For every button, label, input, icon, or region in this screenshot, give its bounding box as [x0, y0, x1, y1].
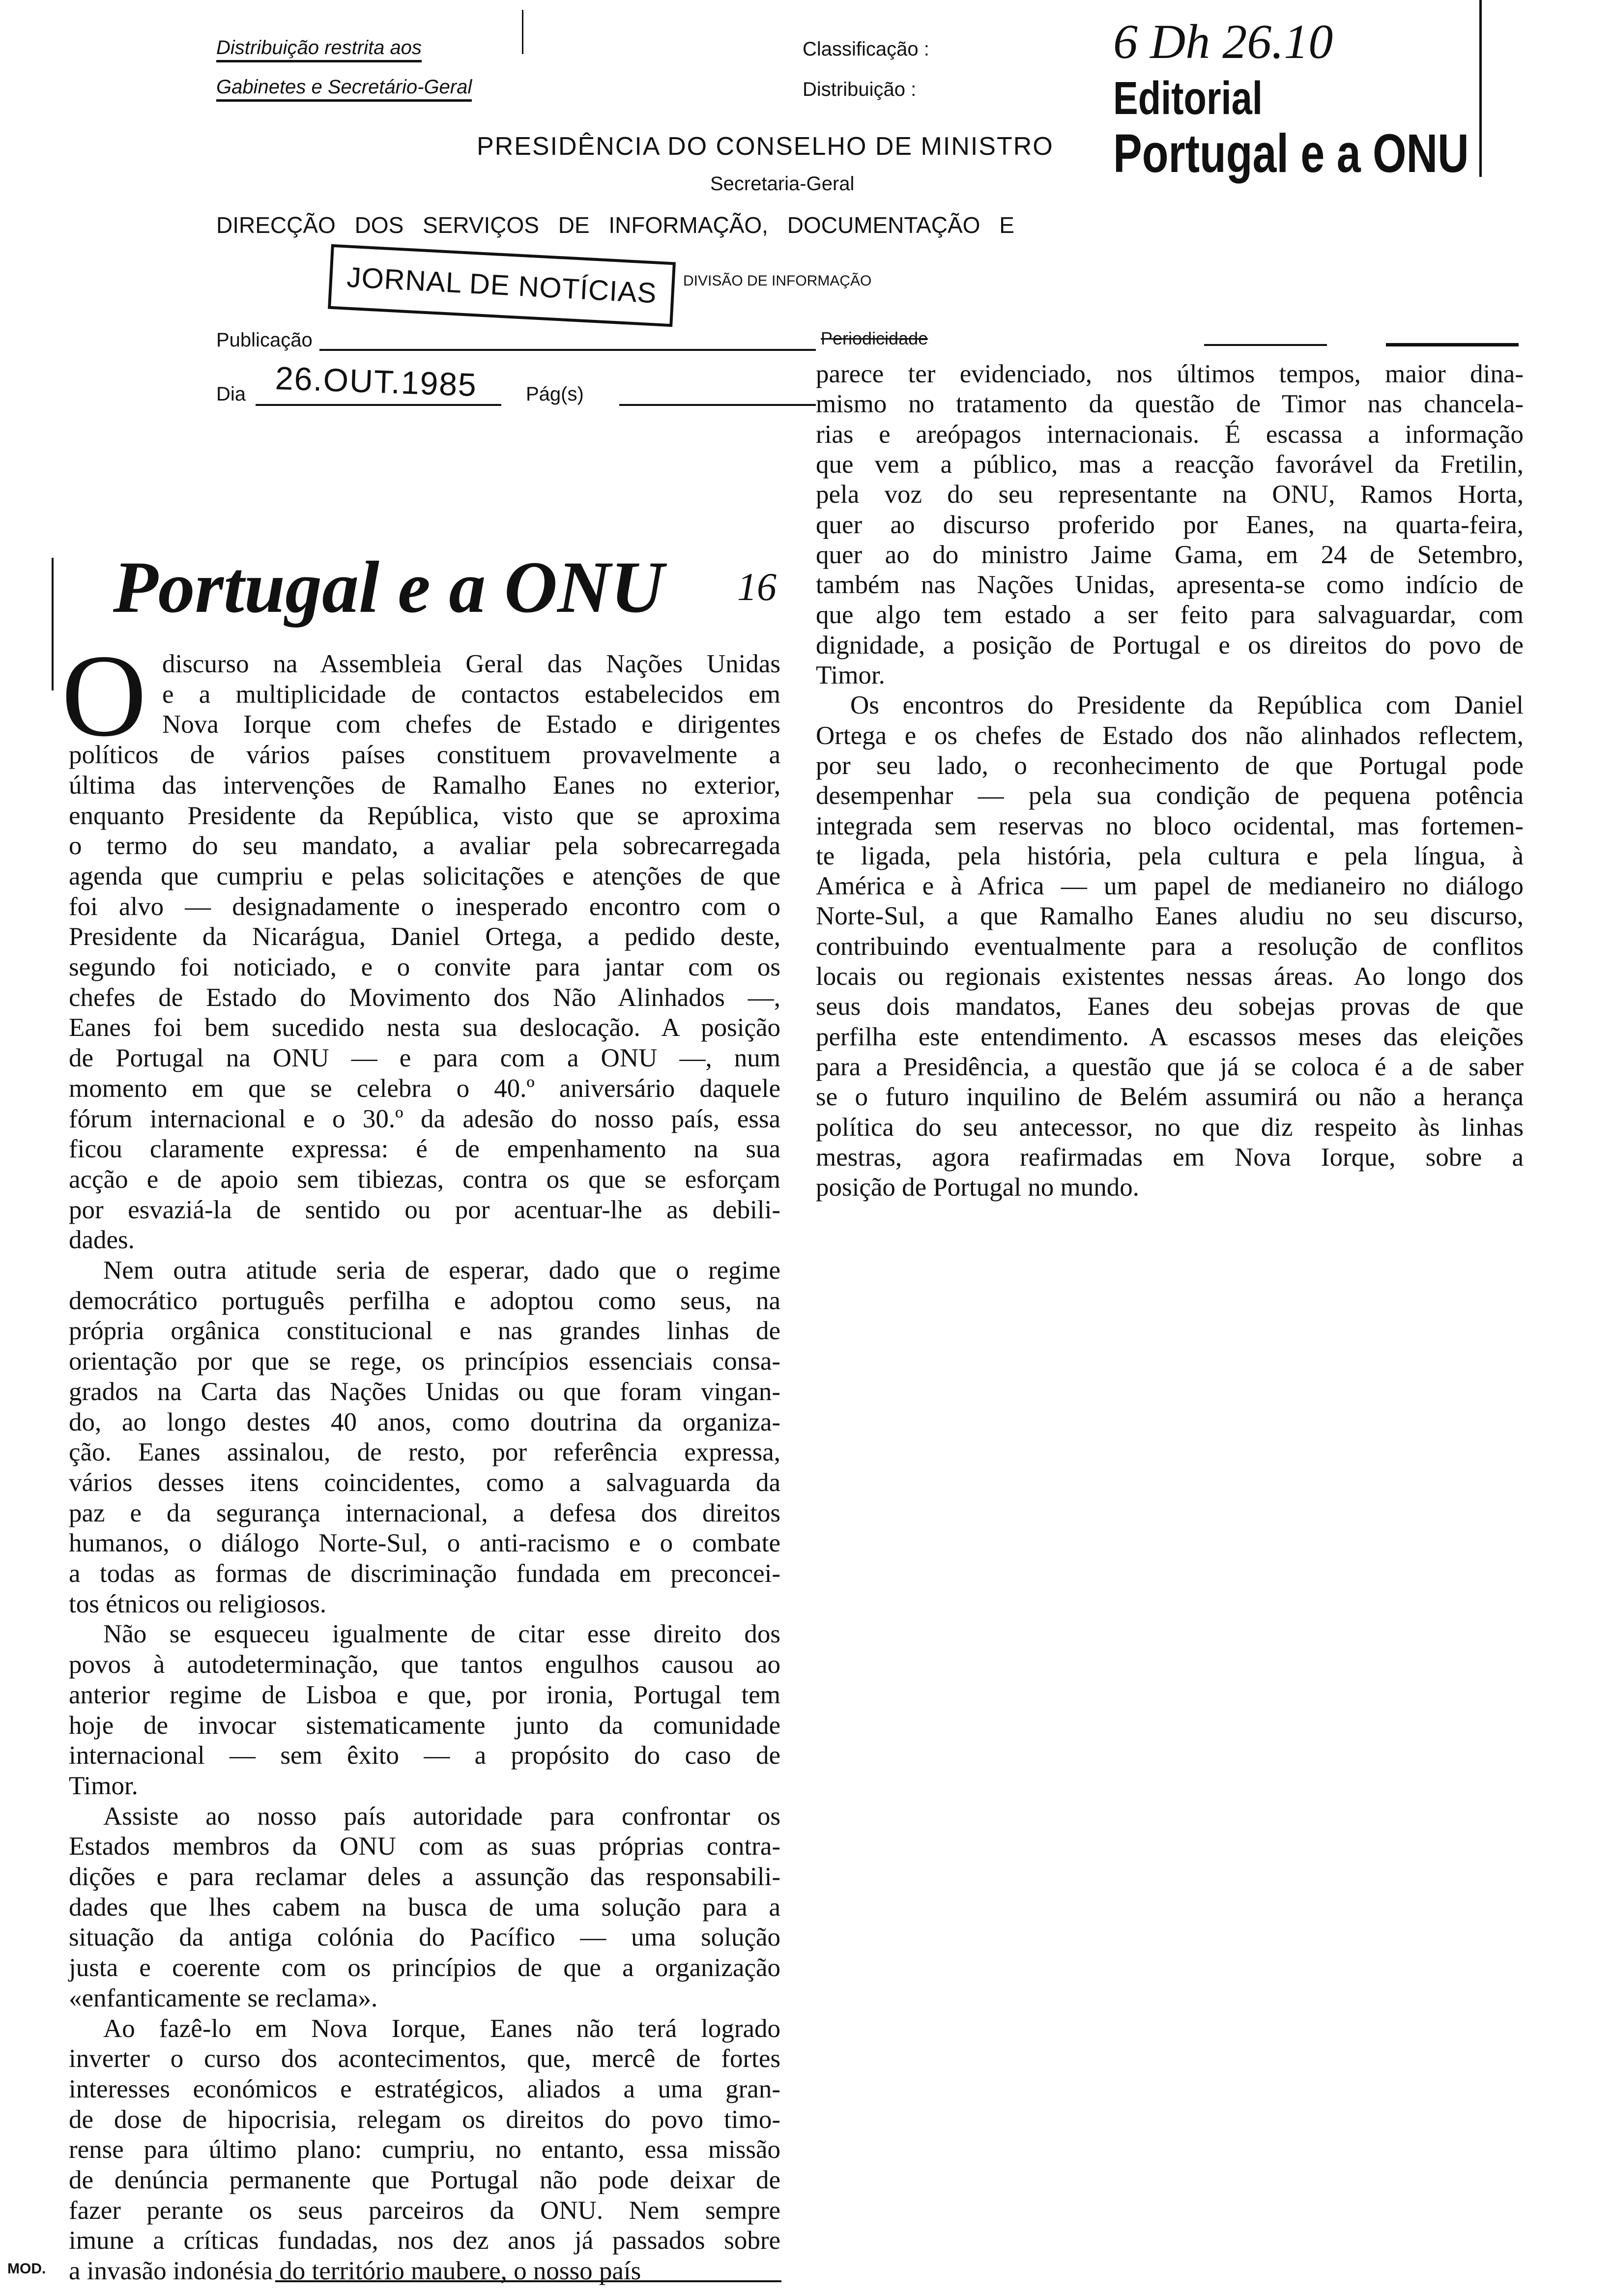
article-line: posição de Portugal no mundo. [816, 1173, 1139, 1202]
article-line: interesses económicos e estratégicos, aliados a uma gran- [69, 2074, 780, 2103]
article-line: pela voz do seu representante na ONU, Ramos Horta, [816, 480, 1524, 509]
article-line: e a multiplicidade de contactos estabelecidos em [162, 680, 780, 709]
article-line: democrático português perfilha e adoptou como seus, na [69, 1286, 780, 1315]
article-line: Nova Iorque com chefes de Estado e dirigentes [162, 710, 780, 739]
article-line: dades que lhes cabem na busca de uma solução para a [69, 1893, 780, 1922]
article-line: América e à Africa — um papel de medianeiro no diálogo [816, 872, 1524, 901]
article-line: própria orgânica constitucional e nas grandes linhas de [69, 1317, 780, 1346]
article-line: do, ao longo destes 40 anos, como doutrina da organiza- [69, 1407, 780, 1436]
division-heading: DIVISÃO DE INFORMAÇÃO [683, 273, 872, 289]
periodicity-field-line [1204, 344, 1327, 346]
article-line: política do seu antecessor, no que diz respeito às linhas [816, 1113, 1524, 1142]
tag-border-line [1479, 0, 1482, 177]
article-line: dignidade, a posição de Portugal e os direitos do povo de [816, 631, 1524, 660]
pages-label: Pág(s) [526, 383, 584, 405]
article-line: integrada sem reservas no bloco ocidental, mas fortemen- [816, 811, 1524, 840]
distribution-label: Distribuição : [803, 79, 917, 100]
pages-field-line [619, 404, 816, 406]
article-line: Estados membros da ONU com as suas próprias contra- [69, 1832, 780, 1861]
periodicity-label: Periodicidade [821, 328, 928, 348]
article-line: políticos de vários países constituem provavelmente a [69, 741, 780, 770]
footer-rule [275, 2280, 781, 2282]
article-line: locais ou regionais existentes nessas áreas. Ao longo dos [816, 962, 1524, 991]
article-line: também nas Nações Unidas, apresenta-se como indício de [816, 571, 1524, 600]
article-line: fazer perante os seus parceiros da ONU. Nem sempre [69, 2196, 780, 2225]
handwritten-note: 6 Dh 26.10 [1113, 14, 1333, 69]
article-line: rense para último plano: cumpriu, no entanto, essa missão [69, 2135, 780, 2164]
article-line: fórum internacional e o 30.º da adesão do nosso país, essa [69, 1104, 780, 1133]
article-line: momento em que se celebra o 40.º aniversário daquele [69, 1074, 780, 1103]
article-line: chefes de Estado do Movimento dos Não Alinhados —, [69, 983, 780, 1012]
article-line: enquanto Presidente da República, visto que se aproxima [69, 801, 780, 830]
classification-label: Classificação : [803, 38, 929, 60]
article-line: paz e da segurança internacional, a defesa dos direitos [69, 1498, 780, 1527]
restricted-distribution-line2: Gabinetes e Secretário-Geral [216, 76, 472, 102]
article-line: Nem outra atitude seria de esperar, dado que o regime [103, 1256, 780, 1285]
article-line: Eanes foi bem sucedido nesta sua deslocação. A posição [69, 1013, 780, 1042]
article-line: o termo do seu mandato, a avaliar pela sobrecarregada [69, 832, 780, 861]
margin-mark [522, 10, 523, 54]
article-line: para a Presidência, a questão que já se coloca é a de saber [816, 1052, 1524, 1081]
article-line: Presidente da Nicarágua, Daniel Ortega, a pedido deste, [69, 922, 780, 951]
article-line: por esvaziá-la de sentido ou por acentuar-lhe as debili- [69, 1195, 780, 1224]
article-line: Os encontros do Presidente da República com Daniel [850, 691, 1524, 720]
article-line: se o futuro inquilino de Belém assumirá ou não a herança [816, 1083, 1524, 1112]
article-line: por seu lado, o reconhecimento de que Portugal pode [816, 751, 1524, 780]
article-line: «enfanticamente se reclama». [69, 1983, 378, 2012]
article-line: a invasão indonésia do território maubere, o nosso país [69, 2257, 641, 2286]
article-line: situação da antiga colónia do Pacífico — uma solução [69, 1923, 780, 1952]
section-label: Editorial [1113, 72, 1263, 124]
ministry-heading: PRESIDÊNCIA DO CONSELHO DE MINISTRO [477, 132, 1054, 161]
form-code: MOD. [7, 2261, 46, 2277]
publication-field-line [319, 349, 816, 351]
article-line: quer ao do ministro Jaime Gama, em 24 de Setembro, [816, 540, 1524, 569]
article-line: orientação por que se rege, os princípios essenciais consa- [69, 1347, 780, 1376]
article-line: discurso na Assembleia Geral das Nações Unidas [162, 650, 780, 678]
article-line: a todas as formas de discriminação fundada em preconcei- [69, 1559, 780, 1588]
article-line: segundo foi noticiado, e o convite para jantar com os [69, 953, 780, 981]
article-line: foi alvo — designadamente o inesperado encontro com o [69, 892, 780, 921]
article-line: Assiste ao nosso país autoridade para confrontar os [103, 1802, 780, 1831]
article-line: te ligada, pela história, pela cultura e pela língua, à [816, 841, 1524, 870]
article-line: Não se esqueceu igualmente de citar esse direito dos [103, 1620, 780, 1649]
article-line: agenda que cumpriu e pelas solicitações e atenções de que [69, 861, 780, 890]
article-line: desempenhar — pela sua condição de pequena potência [816, 781, 1524, 810]
article-line: povos à autodeterminação, que tantos engulhos causou ao [69, 1650, 780, 1679]
article-line: contribuindo eventualmente para a resolução de conflitos [816, 932, 1524, 961]
article-line: que algo tem estado a ser feito para salvaguardar, com [816, 601, 1524, 630]
directorate-heading: DIRECÇÃO DOS SERVIÇOS DE INFORMAÇÃO, DOCUMENTAÇÃO E [216, 212, 1014, 238]
article-line: de dose de hipocrisia, relegam os direitos do povo timo- [69, 2105, 780, 2134]
article-line: mestras, agora reafirmadas em Nova Iorque, sobre a [816, 1143, 1524, 1172]
article-line: internacional — sem êxito — a propósito do caso de [69, 1741, 780, 1770]
article-line: tos étnicos ou religiosos. [69, 1589, 327, 1618]
article-line: perfilha este entendimento. A escassos meses das eleições [816, 1022, 1524, 1051]
article-line: humanos, o diálogo Norte-Sul, o anti-racismo e o combate [69, 1529, 780, 1558]
article-line: seus dois mandatos, Eanes deu sobejas provas de que [816, 992, 1524, 1021]
article-line: que vem a público, mas a reacção favorável da Fretilin, [816, 450, 1524, 479]
article-line: dições e para reclamar deles a assunção das responsabili- [69, 1863, 780, 1891]
article-line: dades. [69, 1226, 135, 1255]
article-line: grados na Carta das Nações Unidas ou que foram vingan- [69, 1377, 780, 1406]
article-line: acção e de apoio sem tibiezas, contra os que se esforçam [69, 1165, 780, 1194]
periodicity-field-line-2 [1386, 343, 1519, 346]
restricted-distribution-line1: Distribuição restrita aos [216, 37, 422, 62]
article-line: Timor. [816, 661, 885, 689]
article-line: Ortega e os chefes de Estado dos não alinhados reflectem, [816, 721, 1524, 750]
article-line: rias e areópagos internacionais. É escassa a informação [816, 420, 1524, 449]
newspaper-stamp: JORNAL DE NOTÍCIAS [328, 244, 676, 327]
article-line: imune a críticas fundadas, nos dez anos já passados sobre [69, 2226, 780, 2255]
article-title: Portugal e a ONU [113, 546, 664, 628]
article-line: ficou claramente expressa: é de empenhamento na sua [69, 1135, 780, 1164]
article-line: de denúncia permanente que Portugal não pode deixar de [69, 2166, 780, 2194]
article-line: mismo no tratamento da questão de Timor nas chancela- [816, 390, 1524, 419]
article-line: justa e coerente com os princípios de que a organização [69, 1953, 780, 1982]
article-line: ção. Eanes assinalou, de resto, por referência expressa, [69, 1438, 780, 1467]
day-field-line [256, 404, 501, 406]
margin-bar [52, 558, 54, 690]
article-line: Timor. [69, 1771, 138, 1800]
article-line: hoje de invocar sistematicamente junto da comunidade [69, 1711, 780, 1740]
publication-label: Publicação [216, 329, 313, 351]
article-line: Norte-Sul, a que Ramalho Eanes aludiu no seu discurso, [816, 902, 1524, 931]
handwritten-annotation: 16 [737, 566, 777, 609]
article-line: quer ao discurso proferido por Eanes, na quarta-feira, [816, 510, 1524, 539]
day-label: Dia [216, 383, 246, 405]
article-line: Ao fazê-lo em Nova Iorque, Eanes não terá logrado [103, 2014, 780, 2043]
clipping-title: Portugal e a ONU [1113, 123, 1469, 184]
article-line: anterior regime de Lisboa e que, por ironia, Portugal tem [69, 1680, 780, 1709]
drop-cap: O [61, 630, 147, 761]
article-line: vários desses itens coincidentes, como a salvaguarda da [69, 1468, 780, 1497]
article-line: última das intervenções de Ramalho Eanes no exterior, [69, 771, 780, 800]
article-line: inverter o curso dos acontecimentos, que, mercê de fortes [69, 2044, 780, 2073]
secretariat-heading: Secretaria-Geral [710, 173, 855, 195]
date-stamp: 26.OUT.1985 [274, 359, 478, 403]
article-line: de Portugal na ONU — e para com a ONU —, num [69, 1044, 780, 1073]
article-line: parece ter evidenciado, nos últimos tempos, maior dina- [816, 360, 1524, 388]
